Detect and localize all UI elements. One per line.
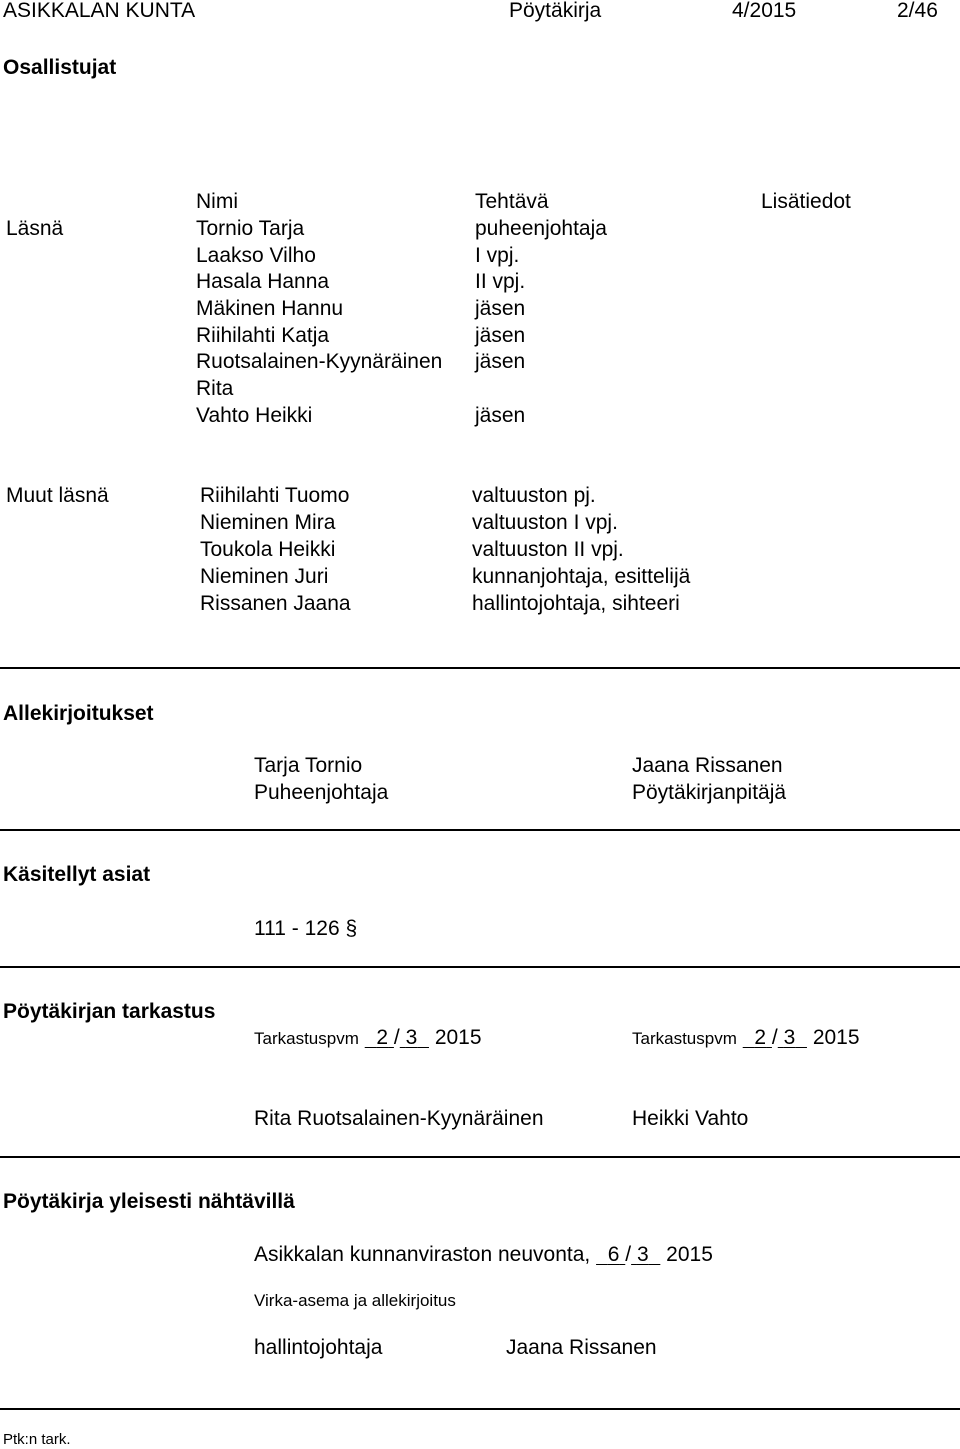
review-date-left: Tarkastuspvm 2 / 3 2015: [254, 1026, 482, 1049]
secretary-name: Jaana Rissanen: [632, 754, 783, 777]
header-meeting-no: 4/2015: [732, 0, 797, 22]
present-name-continued: Rita: [196, 377, 234, 400]
review-date-label: Tarkastuspvm: [254, 1029, 359, 1048]
official-role: hallintojohtaja: [254, 1336, 383, 1359]
present-role: jäsen: [475, 297, 526, 320]
present-label: Läsnä: [6, 217, 64, 240]
present-role: jäsen: [475, 324, 526, 347]
divider: [0, 966, 960, 968]
review-day: 2: [376, 1026, 389, 1049]
divider: [0, 829, 960, 831]
present-role: II vpj.: [475, 270, 526, 293]
participants-title: Osallistujat: [3, 56, 117, 79]
divider: [0, 1156, 960, 1158]
review-day: 2: [754, 1026, 767, 1049]
chair-role: Puheenjohtaja: [254, 781, 389, 804]
others-label: Muut läsnä: [6, 484, 109, 507]
col-notes-header: Lisätiedot: [761, 190, 851, 213]
other-role: valtuuston II vpj.: [472, 538, 624, 561]
display-place-date: Asikkalan kunnanviraston neuvonta, 6 / 3 2015: [254, 1243, 713, 1266]
present-name: Tornio Tarja: [196, 217, 305, 240]
present-role: puheenjohtaja: [475, 217, 607, 240]
other-name: Nieminen Mira: [200, 511, 336, 534]
review-month: 3: [405, 1026, 418, 1049]
other-role: kunnanjohtaja, esittelijä: [472, 565, 691, 588]
review-date-label: Tarkastuspvm: [632, 1029, 737, 1048]
col-name-header: Nimi: [196, 190, 238, 213]
signatures-title: Allekirjoitukset: [3, 702, 154, 725]
present-role: jäsen: [475, 404, 526, 427]
other-name: Nieminen Juri: [200, 565, 329, 588]
review-title: Pöytäkirjan tarkastus: [3, 1000, 216, 1023]
display-place: Asikkalan kunnanviraston neuvonta,: [254, 1243, 591, 1266]
present-name: Riihilahti Katja: [196, 324, 330, 347]
reviewer-right: Heikki Vahto: [632, 1107, 749, 1130]
display-title: Pöytäkirja yleisesti nähtävillä: [3, 1190, 295, 1213]
display-day: 6: [607, 1243, 620, 1266]
display-month: 3: [636, 1243, 649, 1266]
present-name: Hasala Hanna: [196, 270, 330, 293]
header-municipality: ASIKKALAN KUNTA: [3, 0, 196, 22]
other-role: valtuuston I vpj.: [472, 511, 618, 534]
other-name: Rissanen Jaana: [200, 592, 351, 615]
present-role: I vpj.: [475, 244, 520, 267]
divider: [0, 667, 960, 669]
items-title: Käsitellyt asiat: [3, 863, 151, 886]
present-name: Ruotsalainen-Kyynäräinen: [196, 350, 443, 373]
col-role-header: Tehtävä: [475, 190, 549, 213]
secretary-role: Pöytäkirjanpitäjä: [632, 781, 787, 804]
review-year: 2015: [812, 1026, 860, 1049]
present-role: jäsen: [475, 350, 526, 373]
present-name: Mäkinen Hannu: [196, 297, 344, 320]
chair-name: Tarja Tornio: [254, 754, 363, 777]
official-name: Jaana Rissanen: [506, 1336, 657, 1359]
items-range-value: 111 - 126: [254, 917, 340, 940]
other-role: valtuuston pj.: [472, 484, 596, 507]
review-month: 3: [783, 1026, 796, 1049]
other-name: Toukola Heikki: [200, 538, 336, 561]
review-year: 2015: [434, 1026, 482, 1049]
footer-note: Ptk:n tark.: [3, 1431, 71, 1448]
present-name: Vahto Heikki: [196, 404, 313, 427]
items-range: [254, 918, 357, 939]
review-date-right: Tarkastuspvm 2 / 3 2015: [632, 1026, 860, 1049]
reviewer-left: Rita Ruotsalainen-Kyynäräinen: [254, 1107, 544, 1130]
other-name: Riihilahti Tuomo: [200, 484, 350, 507]
display-sign-label: Virka-asema ja allekirjoitus: [254, 1291, 456, 1310]
present-name: Laakso Vilho: [196, 244, 316, 267]
divider: [0, 1408, 960, 1410]
section-sign: §: [345, 917, 358, 940]
display-year: 2015: [666, 1243, 713, 1266]
header-page: 2/46: [897, 0, 938, 22]
header-doc-type: Pöytäkirja: [509, 0, 602, 22]
other-role: hallintojohtaja, sihteeri: [472, 592, 680, 615]
